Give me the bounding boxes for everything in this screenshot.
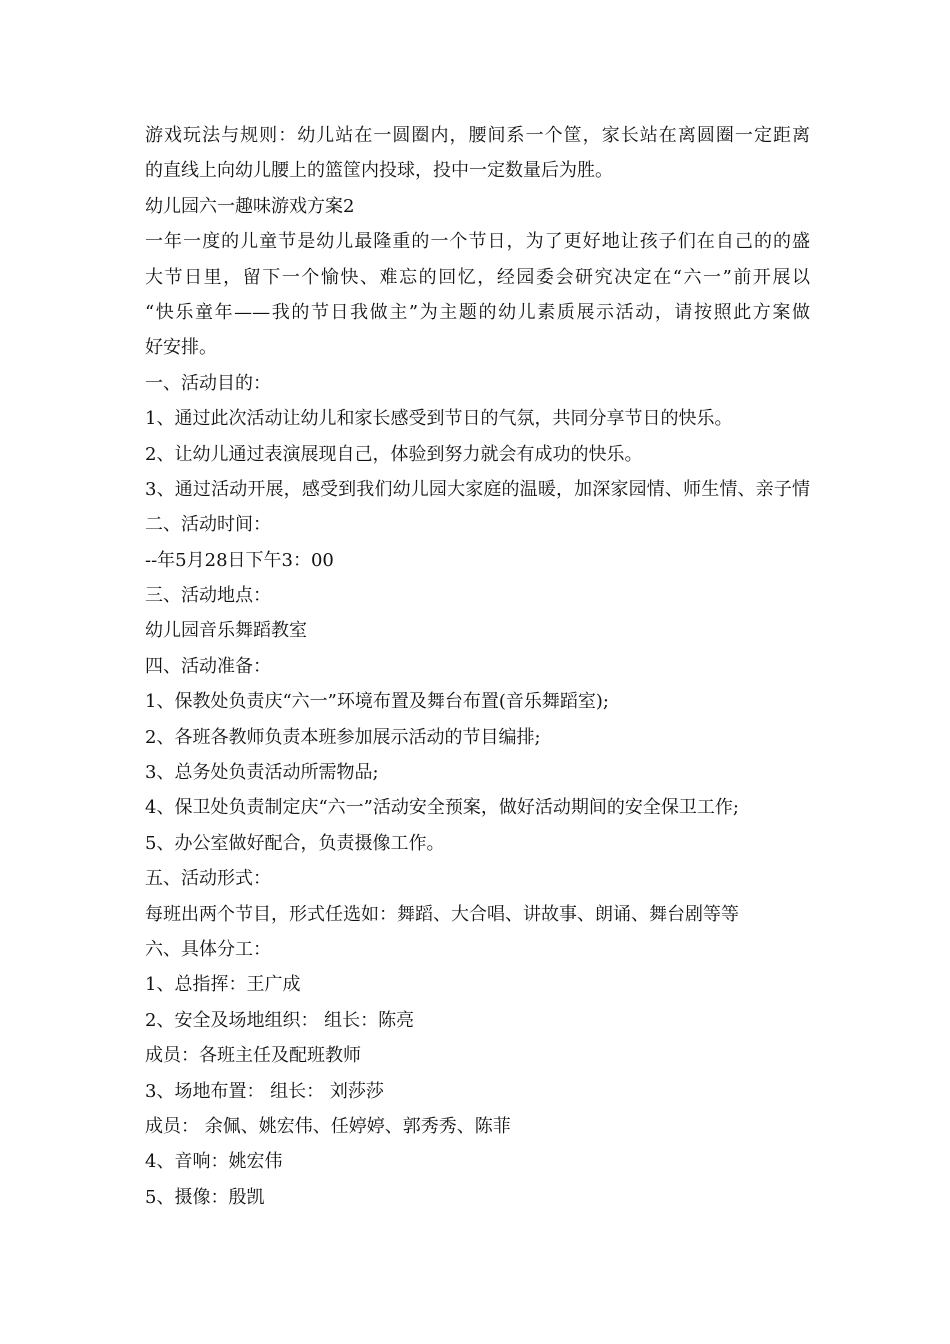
text-line: 成员：各班主任及配班教师 — [145, 1045, 361, 1067]
text-line: 幼儿园六一趣味游戏方案2 — [145, 195, 355, 217]
text-line: 2、安全及场地组织： 组长：陈亮 — [145, 1009, 415, 1031]
text-line: 1、通过此次活动让幼儿和家长感受到节日的气氛，共同分享节日的快乐。 — [145, 408, 733, 430]
text-line: 5、办公室做好配合，负责摄像工作。 — [145, 832, 445, 854]
text-line: 二、活动时间： — [145, 514, 271, 536]
text-line: 五、活动形式： — [145, 868, 271, 890]
text-line: 三、活动地点： — [145, 585, 271, 607]
text-line: 游戏玩法与规则：幼儿站在一圆圈内，腰间系一个筐，家长站在离圆圈一定距离 — [145, 125, 810, 146]
text-line: 的直线上向幼儿腰上的篮筐内投球，投中一定数量后为胜。 — [145, 160, 613, 182]
text-line: 一、活动目的： — [145, 372, 271, 394]
text-line: 4、保卫处负责制定庆“六一”活动安全预案，做好活动期间的安全保卫工作; — [145, 797, 739, 819]
text-line: 四、活动准备： — [145, 655, 271, 677]
text-line: 好安排。 — [145, 337, 217, 359]
text-line: 六、具体分工： — [145, 938, 271, 960]
document-body — [145, 118, 810, 1215]
text-line: 成员： 余佩、姚宏伟、任婷婷、郭秀秀、陈菲 — [145, 1115, 511, 1137]
text-line: 幼儿园音乐舞蹈教室 — [145, 620, 307, 642]
text-line: 4、音响：姚宏伟 — [145, 1151, 283, 1173]
text-line: 一年一度的儿童节是幼儿最隆重的一个节日，为了更好地让孩子们在自己的的盛 — [145, 231, 810, 253]
text-line: 3、总务处负责活动所需物品; — [145, 762, 379, 784]
text-line: 3、通过活动开展，感受到我们幼儿园大家庭的温暖，加深家园情、师生情、亲子情 — [145, 478, 810, 500]
text-line: 每班出两个节目，形式任选如：舞蹈、大合唱、讲故事、朗诵、舞台剧等等 — [145, 903, 739, 925]
text-line: --年5月28日下午3：00 — [145, 549, 334, 571]
text-line: 大节日里，留下一个愉快、难忘的回忆，经园委会研究决定在“六一”前开展以 — [145, 266, 810, 288]
text-line: 5、摄像：殷凯 — [145, 1186, 265, 1208]
text-line: 1、保教处负责庆“六一”环境布置及舞台布置(音乐舞蹈室); — [145, 691, 609, 713]
text-line: 2、让幼儿通过表演展现自己，体验到努力就会有成功的快乐。 — [145, 443, 643, 465]
text-line: 3、场地布置： 组长： 刘莎莎 — [145, 1080, 384, 1102]
text-line: “快乐童年——我的节日我做主”为主题的幼儿素质展示活动，请按照此方案做 — [145, 301, 810, 323]
text-line: 2、各班各教师负责本班参加展示活动的节目编排; — [145, 726, 541, 748]
text-line: 1、总指挥：王广成 — [145, 974, 301, 996]
